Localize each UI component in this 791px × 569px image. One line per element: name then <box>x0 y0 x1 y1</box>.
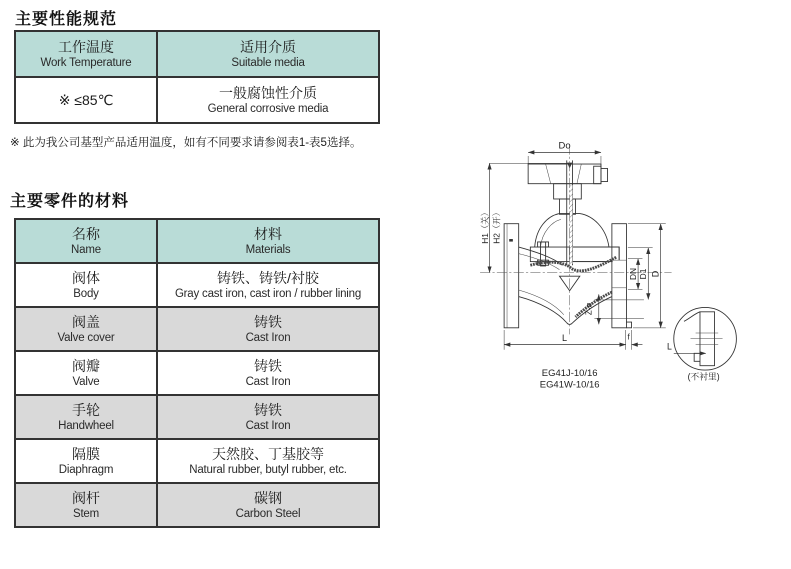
table-row-diaphragm: 隔膜 Diaphragm 天然胶、丁基胶等 Natural rubber, butyl rubber, etc. <box>15 439 379 483</box>
dim-label-z-holes: Z-ø <box>584 302 594 316</box>
dim-label-l-detail: L <box>666 341 672 352</box>
performance-table <box>14 30 380 124</box>
header-name: 名称 Name <box>15 219 157 263</box>
table-row-handwheel: 手轮 Handwheel 铸铁 Cast Iron <box>15 395 379 439</box>
dim-label-l: L <box>562 332 568 343</box>
dimension-lines <box>490 152 666 349</box>
dim-label-d: D <box>650 270 661 278</box>
cell-temperature: ※ ≤85℃ <box>15 77 157 123</box>
dim-label-d1: D1 <box>638 268 649 280</box>
detail-circle-unlined-flange <box>674 307 737 370</box>
dim-label-f: f <box>627 332 630 342</box>
performance-table-row <box>15 77 379 123</box>
dim-label-h2-open: H2（开） <box>491 208 502 244</box>
detail-caption-unlined: (不衬里) <box>687 371 720 382</box>
materials-table <box>14 218 380 528</box>
model-code-eg41w: EG41W-10/16 <box>539 379 600 391</box>
model-code-eg41j: EG41J-10/16 <box>541 367 598 379</box>
valve-body-outline <box>504 160 631 327</box>
dim-label-h1-closed: H1（关） <box>480 208 491 244</box>
header-suitable-media: 适用介质 Suitable media <box>157 31 379 77</box>
dim-label-dn: DN <box>627 267 638 281</box>
section-title-performance: 主要性能规范 <box>15 11 118 28</box>
temperature-note: ※ 此为我公司基型产品适用温度，如有不同要求请参阅表1-表5选择。 <box>10 137 362 149</box>
header-materials: 材料 Materials <box>157 219 379 263</box>
header-work-temperature: 工作温度 Work Temperature <box>15 31 157 77</box>
performance-table-header-row <box>15 31 379 77</box>
cell-media: 一般腐蚀性介质 General corrosive media <box>157 77 379 123</box>
valve-technical-drawing <box>400 140 791 515</box>
table-row-body: 阀体 Body 铸铁、铸铁/衬胶 Gray cast iron, cast iron / rubber lining <box>15 263 379 307</box>
dim-label-do: Do <box>558 140 571 152</box>
table-row-valve: 阀瓣 Valve 铸铁 Cast Iron <box>15 351 379 395</box>
table-row-stem: 阀杆 Stem 碳钢 Carbon Steel <box>15 483 379 527</box>
materials-table-header-row <box>15 219 379 263</box>
section-title-materials: 主要零件的材料 <box>10 193 130 210</box>
table-row-valve-cover: 阀盖 Valve cover 铸铁 Cast Iron <box>15 307 379 351</box>
centerlines <box>480 144 672 334</box>
